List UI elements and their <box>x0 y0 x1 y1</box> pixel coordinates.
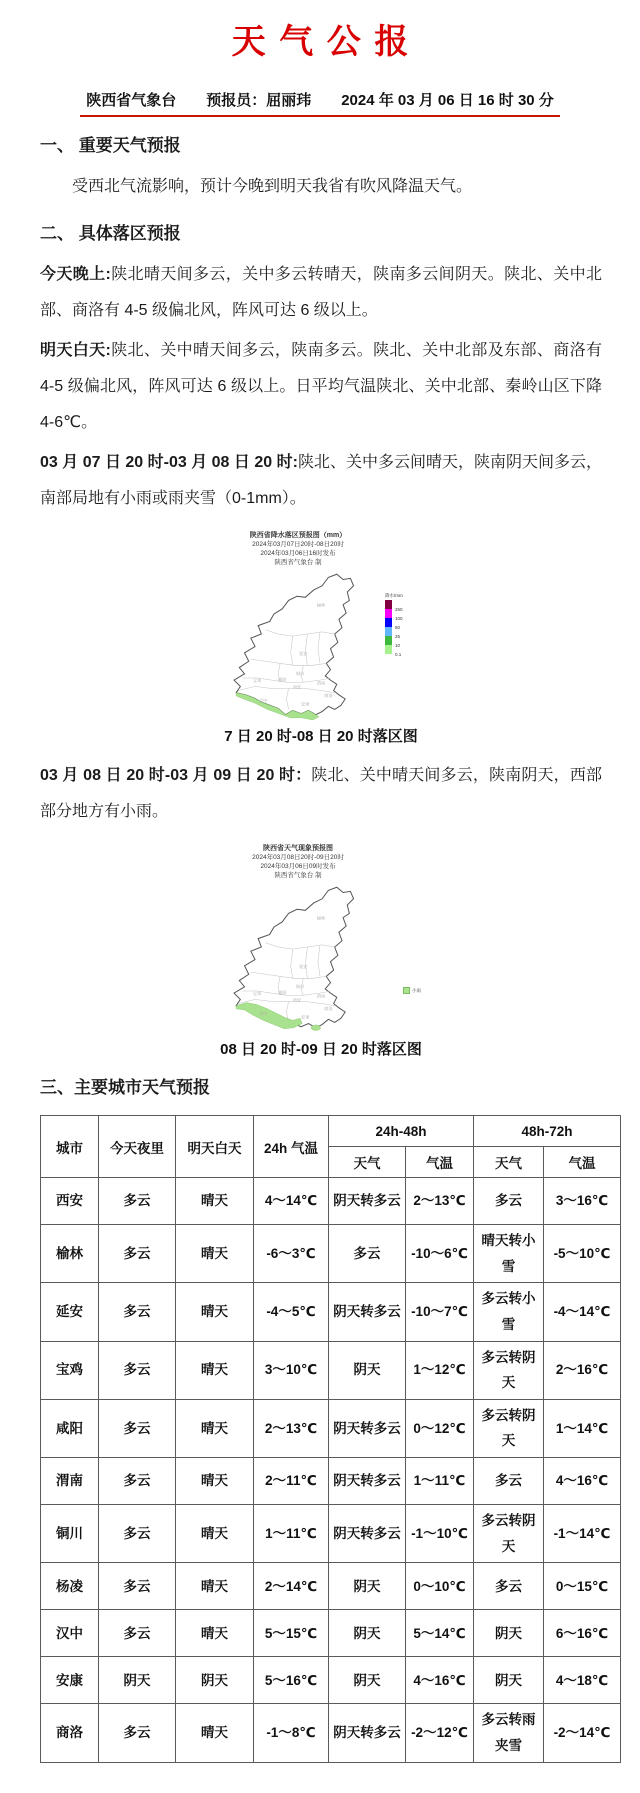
table-cell: 阴天 <box>474 1657 544 1704</box>
day89-forecast-paragraph <box>40 758 602 830</box>
region-label: 渭南 <box>316 680 326 686</box>
table-cell: 多云 <box>99 1283 176 1341</box>
table-row <box>41 1399 621 1457</box>
precip-legend-title: 降水/mm <box>385 593 403 598</box>
table-cell: 多云 <box>99 1505 176 1563</box>
table-cell: 多云转雨夹雪 <box>474 1704 544 1762</box>
phenomena-map-maker: 陕西省气象台 制 <box>274 872 322 879</box>
table-cell: 多云 <box>99 1458 176 1505</box>
subcol-temp-1: 气温 <box>406 1147 474 1178</box>
table-cell: 2～13℃ <box>406 1178 474 1225</box>
region-label: 榆林 <box>316 915 326 921</box>
section-3-heading: 三、主要城市天气预报 <box>40 1078 210 1097</box>
table-cell: -10～6℃ <box>406 1225 474 1283</box>
table-row <box>41 1283 621 1341</box>
bulletin-meta-row <box>0 89 640 117</box>
table-cell: 阴天 <box>329 1563 406 1610</box>
table-cell: -1～14℃ <box>544 1505 621 1563</box>
light-rain-label: 小雨 <box>412 987 421 993</box>
table-cell: 晴天 <box>176 1610 254 1657</box>
legend-segment-label: 100 <box>395 615 403 621</box>
table-cell: 宝鸡 <box>41 1341 99 1399</box>
precip-map-figure <box>40 531 602 746</box>
section-1-heading: 一、 重要天气预报 <box>40 136 181 155</box>
table-cell: 阴天转多云 <box>329 1399 406 1457</box>
precip-map-maker: 陕西省气象台 制 <box>274 559 322 566</box>
phenomena-map-box <box>213 844 429 1034</box>
table-cell: -4～14℃ <box>544 1283 621 1341</box>
region-label: 渭南 <box>316 993 326 999</box>
table-cell: 4～18℃ <box>544 1657 621 1704</box>
table-cell: 安康 <box>41 1657 99 1704</box>
col-header-city: 城市 <box>41 1116 99 1178</box>
table-cell: 阴天 <box>329 1657 406 1704</box>
city-forecast-table <box>40 1115 621 1763</box>
table-cell: -2～12℃ <box>406 1704 474 1762</box>
subcol-weather-2: 天气 <box>474 1147 544 1178</box>
table-cell: 晴天 <box>176 1341 254 1399</box>
table-cell: 咸阳 <box>41 1399 99 1457</box>
region-label: 延安 <box>299 963 308 969</box>
region-label: 安康 <box>301 701 310 707</box>
table-cell: 3～10℃ <box>254 1341 329 1399</box>
table-cell: 阴天转多云 <box>329 1458 406 1505</box>
legend-segment <box>385 618 401 630</box>
table-cell: 多云 <box>99 1225 176 1283</box>
table-cell: 多云 <box>474 1178 544 1225</box>
region-label: 咸阳 <box>278 990 287 996</box>
tomorrow-text: 陕北、关中晴天间多云，陕南多云。陕北、关中北部及东部、商洛有 4-5 级偏北风，阵风可达 6 级以上。日平均气温陕北、关中北部、秦岭山区下降 4-6℃。 <box>40 342 602 431</box>
region-label: 汉中 <box>259 1011 268 1017</box>
table-cell: 阴天转多云 <box>329 1505 406 1563</box>
table-cell: 多云 <box>99 1178 176 1225</box>
table-cell: 1～11℃ <box>406 1458 474 1505</box>
section-2-heading: 二、 具体落区预报 <box>40 224 181 243</box>
legend-segment <box>385 600 403 612</box>
table-cell: 1～14℃ <box>544 1399 621 1457</box>
table-cell: 多云 <box>329 1225 406 1283</box>
important-forecast-paragraph: 受西北气流影响，预计今晚到明天我省有吹风降温天气。 <box>72 178 473 195</box>
table-cell: 多云 <box>474 1563 544 1610</box>
region-label: 西安 <box>292 684 302 690</box>
table-cell: 阴天转多云 <box>329 1283 406 1341</box>
table-cell: -1～10℃ <box>406 1505 474 1563</box>
table-cell: 0～15℃ <box>544 1563 621 1610</box>
table-cell: 商洛 <box>41 1704 99 1762</box>
region-label: 安康 <box>301 1014 310 1020</box>
city-table-head <box>41 1116 621 1178</box>
shaanxi-outline <box>234 574 354 714</box>
table-cell: 西安 <box>41 1178 99 1225</box>
table-cell: 晴天 <box>176 1563 254 1610</box>
table-cell: 多云转阴天 <box>474 1341 544 1399</box>
table-cell: 2～16℃ <box>544 1341 621 1399</box>
phenomena-map-issue-time: 2024年03月06日09时发布 <box>260 863 336 870</box>
table-cell: 晴天 <box>176 1505 254 1563</box>
table-cell: 阴天 <box>474 1610 544 1657</box>
table-row <box>41 1341 621 1399</box>
region-label: 汉中 <box>259 698 268 704</box>
table-cell: 榆林 <box>41 1225 99 1283</box>
precip-map-issue-time: 2024年03月06日16时发布 <box>260 550 336 557</box>
precip-legend-bar <box>385 600 423 657</box>
day78-lead: 03 月 07 日 20 时-03 月 08 日 20 时: <box>40 454 298 471</box>
phenomena-map-title: 陕西省天气现象预报图 <box>263 845 333 852</box>
precip-map-valid-time: 2024年03月07日20时-08日20时 <box>252 541 344 548</box>
col-header-24-48h: 24h-48h <box>329 1116 474 1147</box>
legend-segment-label: 10 <box>395 642 401 648</box>
region-label: 宝鸡 <box>252 678 262 684</box>
table-cell: 晴天 <box>176 1704 254 1762</box>
precip-map-caption: 7 日 20 时-08 日 20 时落区图 <box>224 728 418 745</box>
table-row <box>41 1610 621 1657</box>
table-cell: 渭南 <box>41 1458 99 1505</box>
table-row <box>41 1657 621 1704</box>
table-cell: 3～16℃ <box>544 1178 621 1225</box>
tonight-text: 陕北晴天间多云，关中多云转晴天，陕南多云间阴天。陕北、关中北部、商洛有 4-5 级偏北风，阵风可达 6 级以上。 <box>40 266 602 319</box>
table-row <box>41 1505 621 1563</box>
table-cell: -2～14℃ <box>544 1704 621 1762</box>
table-row <box>41 1225 621 1283</box>
table-cell: -6～3℃ <box>254 1225 329 1283</box>
page-title: 天气公报 <box>231 23 422 61</box>
table-cell: 晴天 <box>176 1399 254 1457</box>
table-cell: 4～16℃ <box>544 1458 621 1505</box>
table-cell: 阴天 <box>176 1657 254 1704</box>
map1-svg <box>213 569 383 721</box>
table-cell: 多云 <box>474 1458 544 1505</box>
table-cell: 杨凌 <box>41 1563 99 1610</box>
region-label: 西安 <box>292 997 302 1003</box>
table-cell: 多云转阴天 <box>474 1399 544 1457</box>
rain-area-southeast-spot <box>311 1025 320 1030</box>
table-cell: 晴天 <box>176 1225 254 1283</box>
subcol-temp-2: 气温 <box>544 1147 621 1178</box>
legend-segment-label: 50 <box>395 624 401 630</box>
day78-forecast-paragraph <box>40 445 602 517</box>
col-header-24h-temp: 24h 气温 <box>254 1116 329 1178</box>
table-cell: 多云转阴天 <box>474 1505 544 1563</box>
table-cell: 多云转小雪 <box>474 1283 544 1341</box>
phenomena-map-valid-time: 2024年03月08日20时-09日20时 <box>252 854 344 861</box>
phenomena-legend <box>403 987 421 994</box>
phenomena-map-figure <box>40 844 602 1059</box>
table-cell: 5～16℃ <box>254 1657 329 1704</box>
table-cell: 2～11℃ <box>254 1458 329 1505</box>
legend-segment-label: 250 <box>395 606 403 612</box>
city-table-body <box>41 1178 621 1763</box>
table-cell: 阴天 <box>329 1610 406 1657</box>
table-cell: 2～13℃ <box>254 1399 329 1457</box>
region-label: 宝鸡 <box>252 991 262 997</box>
table-cell: 4～16℃ <box>406 1657 474 1704</box>
table-cell: 4～14℃ <box>254 1178 329 1225</box>
region-label: 延安 <box>299 650 308 656</box>
table-cell: 阴天 <box>99 1657 176 1704</box>
precip-map-title: 陕西省降水落区预报图（mm） <box>249 532 347 539</box>
table-cell: 晴天 <box>176 1178 254 1225</box>
map2-svg <box>213 882 383 1034</box>
table-cell: 1～12℃ <box>406 1341 474 1399</box>
col-header-tonight: 今天夜里 <box>99 1116 176 1178</box>
tonight-lead: 今天晚上: <box>40 266 111 283</box>
table-cell: 阴天转多云 <box>329 1178 406 1225</box>
table-row <box>41 1704 621 1762</box>
table-cell: 多云 <box>99 1341 176 1399</box>
table-cell: 多云 <box>99 1399 176 1457</box>
tonight-forecast-paragraph <box>40 257 602 329</box>
legend-segment-label: 25 <box>395 633 401 639</box>
legend-segment-label: 0.1 <box>395 651 402 657</box>
table-cell: -5～10℃ <box>544 1225 621 1283</box>
table-cell: 汉中 <box>41 1610 99 1657</box>
region-label: 商洛 <box>324 692 333 698</box>
table-cell: 铜川 <box>41 1505 99 1563</box>
table-cell: 延安 <box>41 1283 99 1341</box>
table-cell: 0～10℃ <box>406 1563 474 1610</box>
day78-text: 陕北、关中多云间晴天，陕南阴天间多云，南部局地有小雨或雨夹雪（0-1mm）。 <box>40 454 602 507</box>
table-cell: -1～8℃ <box>254 1704 329 1762</box>
table-cell: -10～7℃ <box>406 1283 474 1341</box>
precip-map-box <box>213 531 429 721</box>
precip-legend <box>385 593 423 657</box>
table-cell: 晴天 <box>176 1458 254 1505</box>
region-label: 咸阳 <box>278 677 287 683</box>
table-cell: 多云 <box>99 1704 176 1762</box>
bulletin-meta: 陕西省气象台 预报员：屈丽玮 2024 年 03 月 06 日 16 时 30 分 <box>80 89 560 117</box>
table-cell: 多云 <box>99 1563 176 1610</box>
tomorrow-lead: 明天白天: <box>40 342 111 359</box>
table-cell: 阴天 <box>329 1341 406 1399</box>
table-cell: 6～16℃ <box>544 1610 621 1657</box>
phenomena-map-header <box>213 844 383 880</box>
table-cell: 0～12℃ <box>406 1399 474 1457</box>
bulletin-body <box>0 131 640 1793</box>
col-header-tomorrow: 明天白天 <box>176 1116 254 1178</box>
table-cell: 晴天 <box>176 1283 254 1341</box>
day89-text: 陕北、关中晴天间多云，陕南阴天，西部部分地方有小雨。 <box>40 767 602 820</box>
table-row <box>41 1178 621 1225</box>
region-label: 铜川 <box>295 670 305 676</box>
col-header-48-72h: 48h-72h <box>474 1116 621 1147</box>
table-cell: 多云 <box>99 1610 176 1657</box>
table-cell: 5～14℃ <box>406 1610 474 1657</box>
table-cell: 晴天转小雪 <box>474 1225 544 1283</box>
table-row <box>41 1563 621 1610</box>
table-cell: 1～11℃ <box>254 1505 329 1563</box>
table-row <box>41 1458 621 1505</box>
region-label: 商洛 <box>324 1005 333 1011</box>
table-cell: -4～5℃ <box>254 1283 329 1341</box>
region-label: 榆林 <box>316 602 326 608</box>
table-cell: 阴天转多云 <box>329 1704 406 1762</box>
subcol-weather-1: 天气 <box>329 1147 406 1178</box>
precip-map-header <box>213 531 383 567</box>
light-rain-swatch <box>403 987 410 994</box>
region-label: 铜川 <box>295 983 305 989</box>
table-cell: 2～14℃ <box>254 1563 329 1610</box>
tomorrow-forecast-paragraph <box>40 333 602 441</box>
day89-lead: 03 月 08 日 20 时-03 月 09 日 20 时： <box>40 767 312 784</box>
phenomena-map-caption: 08 日 20 时-09 日 20 时落区图 <box>220 1041 422 1058</box>
table-cell: 5～15℃ <box>254 1610 329 1657</box>
